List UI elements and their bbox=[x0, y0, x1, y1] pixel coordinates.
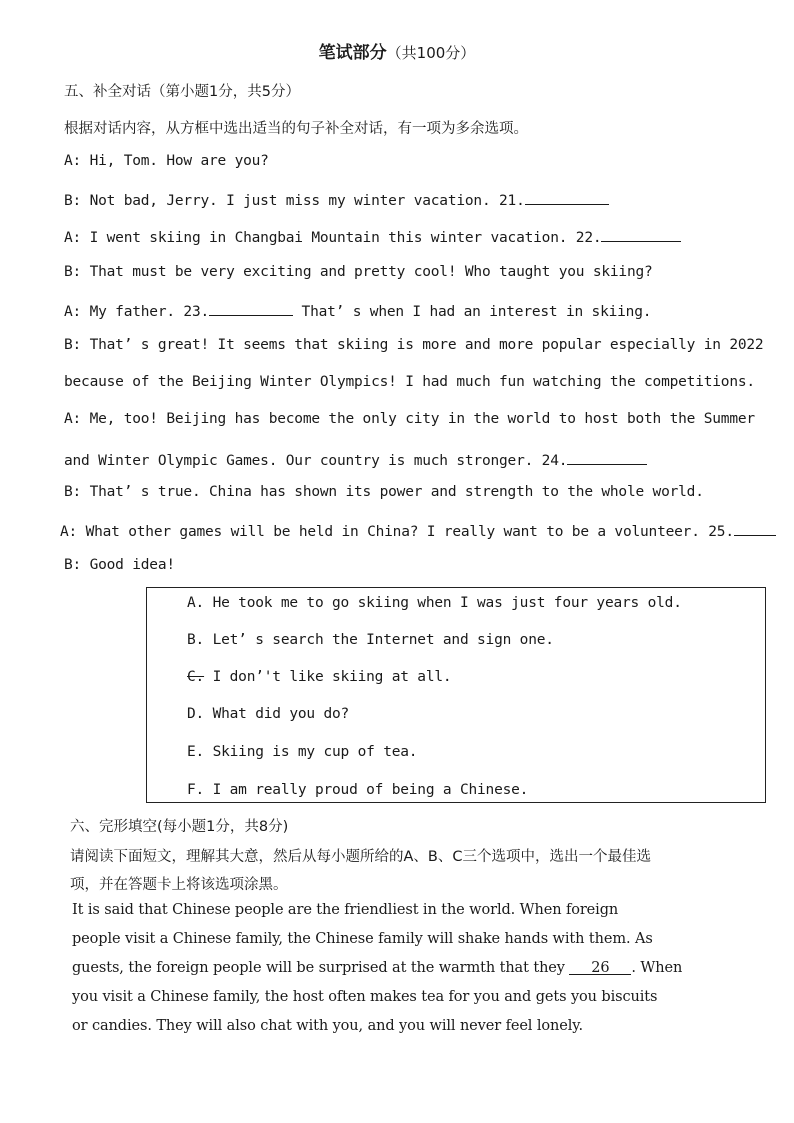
option-f bbox=[187, 782, 528, 798]
option-b-letter: B. bbox=[187, 632, 205, 648]
cloze-blank-26[interactable]: 26 bbox=[569, 960, 631, 975]
option-f-letter: F. bbox=[187, 782, 205, 798]
option-b bbox=[187, 632, 554, 648]
dialogue-line-1: A: Hi, Tom. How are you? bbox=[64, 153, 269, 169]
dialogue-line-5-post: That’ s when I had an interest in skiing. bbox=[293, 304, 652, 320]
section6-instruction-line-2: 项，并在答题卡上将该选项涂黑。 bbox=[70, 877, 288, 893]
option-d bbox=[187, 706, 349, 722]
section6-heading: 六、完形填空(每小题1分，共8分) bbox=[70, 819, 289, 835]
option-d-letter: D. bbox=[187, 706, 205, 722]
option-d-text: What did you do? bbox=[212, 706, 350, 722]
option-e-letter: E. bbox=[187, 744, 205, 760]
dialogue-line-10: B: That’ s true. China has shown its power and strength to the whole world. bbox=[64, 484, 704, 500]
option-f-text: I am really proud of being a Chinese. bbox=[212, 782, 529, 798]
dialogue-line-9-text: and Winter Olympic Games. Our country is much stronger. 24. bbox=[64, 453, 568, 469]
dialogue-line-5 bbox=[64, 301, 651, 320]
answer-blank-21[interactable] bbox=[525, 190, 609, 205]
dialogue-line-2-text: B: Not bad, Jerry. I just miss my winter vacation. 21. bbox=[64, 193, 525, 209]
dialogue-line-5-pre: A: My father. 23. bbox=[64, 304, 210, 320]
option-a-text: He took me to go skiing when I was just four years old. bbox=[212, 595, 682, 611]
dialogue-line-7: because of the Beijing Winter Olympics! I had much fun watching the competitions. bbox=[64, 374, 755, 390]
dialogue-line-8: A: Me, too! Beijing has become the only city in the world to host both the Summer bbox=[64, 411, 755, 427]
answer-blank-22[interactable] bbox=[601, 227, 681, 242]
dialogue-line-9 bbox=[64, 450, 647, 469]
answer-blank-23[interactable] bbox=[209, 301, 293, 316]
passage-line-1: It is said that Chinese people are the friendliest in the world. When foreign bbox=[72, 902, 619, 918]
option-a-letter: A. bbox=[187, 595, 205, 611]
passage-line-2: people visit a Chinese family, the Chinese family will shake hands with them. As bbox=[72, 931, 653, 947]
title-main: 笔试部分 bbox=[318, 43, 387, 63]
answer-blank-25[interactable] bbox=[734, 521, 776, 536]
option-e bbox=[187, 744, 417, 760]
page-title bbox=[0, 38, 794, 63]
option-c bbox=[187, 669, 451, 685]
dialogue-line-3-text: A: I went skiing in Changbai Mountain this winter vacation. 22. bbox=[64, 230, 602, 246]
passage-line-4: you visit a Chinese family, the host often makes tea for you and gets you biscuits bbox=[72, 989, 658, 1005]
option-a bbox=[187, 595, 682, 611]
section5-heading: 五、补全对话（第小题1分，共5分） bbox=[64, 84, 300, 100]
dialogue-line-11 bbox=[60, 521, 776, 540]
answer-blank-24[interactable] bbox=[567, 450, 647, 465]
section6-instruction-line-1: 请阅读下面短文，理解其大意，然后从每小题所给的A、B、C三个选项中，选出一个最佳选 bbox=[70, 849, 651, 865]
section5-instruction: 根据对话内容，从方框中选出适当的句子补全对话，有一项为多余选项。 bbox=[64, 121, 528, 137]
passage-line-3 bbox=[72, 960, 682, 976]
dialogue-line-6: B: That’ s great! It seems that skiing is more and more popular especially in 2022 bbox=[64, 337, 764, 353]
dialogue-line-12: B: Good idea! bbox=[64, 557, 175, 573]
option-c-text: I don’'t like skiing at all. bbox=[212, 669, 452, 685]
passage-line-5: or candies. They will also chat with you, and you will never feel lonely. bbox=[72, 1018, 583, 1034]
dialogue-line-3 bbox=[64, 227, 681, 246]
dialogue-line-2 bbox=[64, 190, 609, 209]
passage-line-3-pre: guests, the foreign people will be surprised at the warmth that they bbox=[72, 960, 565, 976]
option-e-text: Skiing is my cup of tea. bbox=[212, 744, 418, 760]
dialogue-line-11-text: A: What other games will be held in China? I really want to be a volunteer. 25. bbox=[60, 524, 734, 540]
title-score: （共100分） bbox=[386, 44, 476, 62]
options-box bbox=[146, 587, 766, 803]
option-c-letter: C. bbox=[187, 669, 205, 685]
dialogue-line-4: B: That must be very exciting and pretty cool! Who taught you skiing? bbox=[64, 264, 653, 280]
option-b-text: Let’ s search the Internet and sign one. bbox=[212, 632, 554, 648]
passage-line-3-post: . When bbox=[631, 960, 683, 976]
